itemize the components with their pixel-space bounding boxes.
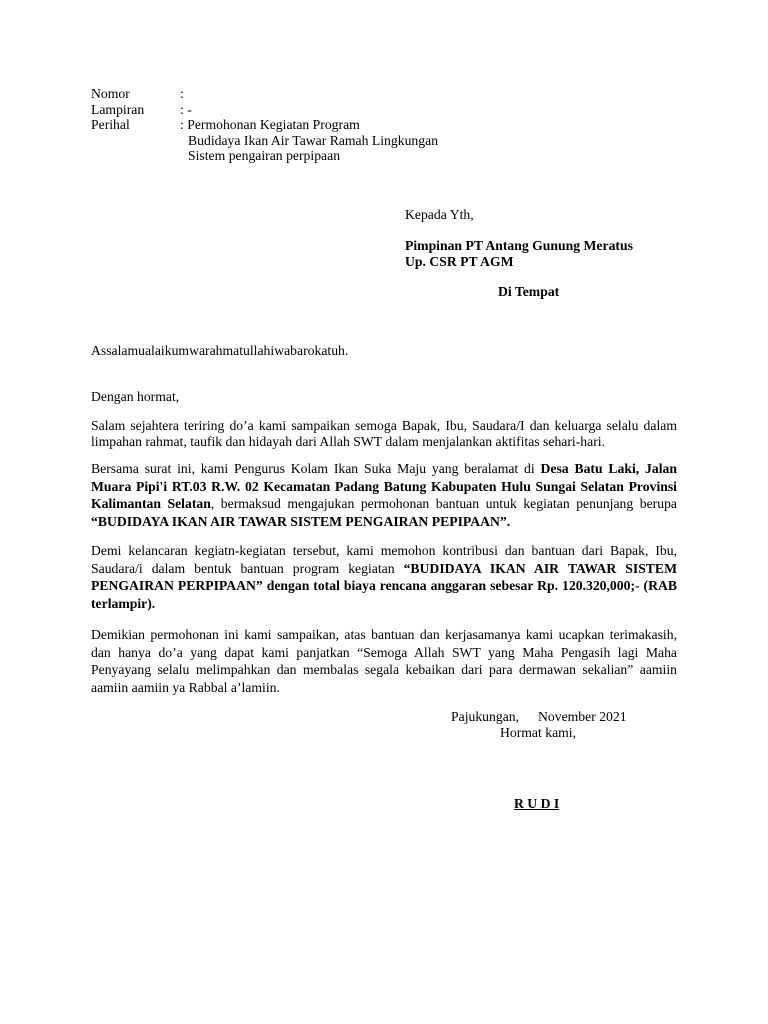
paragraph-line xyxy=(91,577,677,595)
closing-regards: Hormat kami, xyxy=(500,725,577,740)
body-paragraph xyxy=(91,626,677,696)
text-segment: Saudara/i dalam bentuk bantuan program kegiatan xyxy=(91,560,404,576)
text-segment: , bermaksud mengajukan permohonan bantuan untuk kegiatan penunjang berupa xyxy=(210,496,677,511)
text-segment: limpahan rahmat, taufik dan hidayah dari Allah SWT dalam menjalankan aktifitas sehari-hari. xyxy=(91,433,605,449)
bold-text-segment: Muara Pipi'i RT.03 R.W. 02 Kecamatan Padang Batung Kabupaten Hulu Sungai Selatan Provinsi xyxy=(91,478,677,494)
opening: Dengan hormat, xyxy=(91,389,180,404)
bold-text-segment: PENGAIRAN PERPIPAAN” dengan total biaya rencana anggaran sebesar Rp. 120.320,000;- (RAB xyxy=(91,578,677,593)
signatory-name: R U D I xyxy=(514,796,560,811)
bold-text-segment: “BUDIDAYA IKAN AIR TAWAR SISTEM xyxy=(403,560,677,576)
bold-text-segment: “BUDIDAYA IKAN AIR TAWAR SISTEM PENGAIRAN PEPIPAAN”. xyxy=(91,513,511,529)
body-paragraph xyxy=(91,460,677,530)
paragraph-line xyxy=(91,478,677,496)
paragraph-line xyxy=(91,542,677,560)
paragraph-line xyxy=(91,460,677,478)
paragraph-line xyxy=(91,626,677,644)
text-segment: Demikian permohonan ini kami sampaikan, atas bantuan dan kerjasamanya kami ucapkan terimakasih, xyxy=(91,627,677,642)
text-segment: Salam sejahtera teriring do’a kami sampaikan semoga Bapak, Ibu, Saudara/I dan keluarga selalu dalam xyxy=(91,418,677,433)
paragraph-line xyxy=(91,434,677,450)
paragraph-line xyxy=(91,595,677,613)
bold-text-segment: Desa Batu Laki, Jalan xyxy=(540,461,677,476)
subject-value: : Permohonan Kegiatan Program xyxy=(180,117,360,132)
paragraph-line xyxy=(91,495,677,513)
recipient-salutation: Kepada Yth, xyxy=(405,207,474,222)
bold-text-segment: terlampir). xyxy=(91,595,156,611)
recipient-attention: Up. CSR PT AGM xyxy=(405,254,514,269)
body-paragraph xyxy=(91,542,677,612)
paragraph-line xyxy=(91,513,677,531)
recipient-location: Di Tempat xyxy=(498,284,560,299)
recipient-name: Pimpinan PT Antang Gunung Meratus xyxy=(405,238,633,253)
text-segment: Demi kelancaran kegiatn-kegiatan tersebut, kami memohon kontribusi dan bantuan dari Bapak, Ibu, xyxy=(91,543,677,558)
subject-label: Perihal xyxy=(91,117,130,132)
subject-continuation-line: Budidaya Ikan Air Tawar Ramah Lingkungan xyxy=(188,132,439,148)
subject-continuation-line: Sistem pengairan perpipaan xyxy=(188,148,341,163)
paragraph-line xyxy=(91,560,677,578)
paragraph-line xyxy=(91,661,677,679)
attachment-label: Lampiran xyxy=(91,101,145,117)
paragraph-line xyxy=(91,418,677,434)
number-value: : xyxy=(180,86,184,101)
bold-text-segment: Kalimantan Selatan xyxy=(91,496,211,511)
greeting: Assalamualaikumwarahmatullahiwabarokatuh. xyxy=(91,343,349,358)
paragraph-line xyxy=(91,679,677,697)
number-label: Nomor xyxy=(91,86,130,101)
text-segment: aamiin aamiin ya Rabbal a’lamiin. xyxy=(91,679,280,695)
text-segment: dan hanya do’a yang dapat kami panjatkan “Semoga Allah SWT yang Maha Pengasih lagi Maha xyxy=(91,644,677,660)
closing-place: Pajukungan, xyxy=(451,709,520,724)
attachment-value: : - xyxy=(180,101,192,117)
text-segment: Penyayang selalu melimpahkan dan membalas segala kebaikan dari para dermawan sekalian” aamiin xyxy=(91,662,677,677)
body-paragraph xyxy=(91,418,677,449)
closing-date: November 2021 xyxy=(538,709,627,724)
paragraph-line xyxy=(91,644,677,662)
text-segment: Bersama surat ini, kami Pengurus Kolam Ikan Suka Maju yang beralamat di xyxy=(91,461,541,476)
